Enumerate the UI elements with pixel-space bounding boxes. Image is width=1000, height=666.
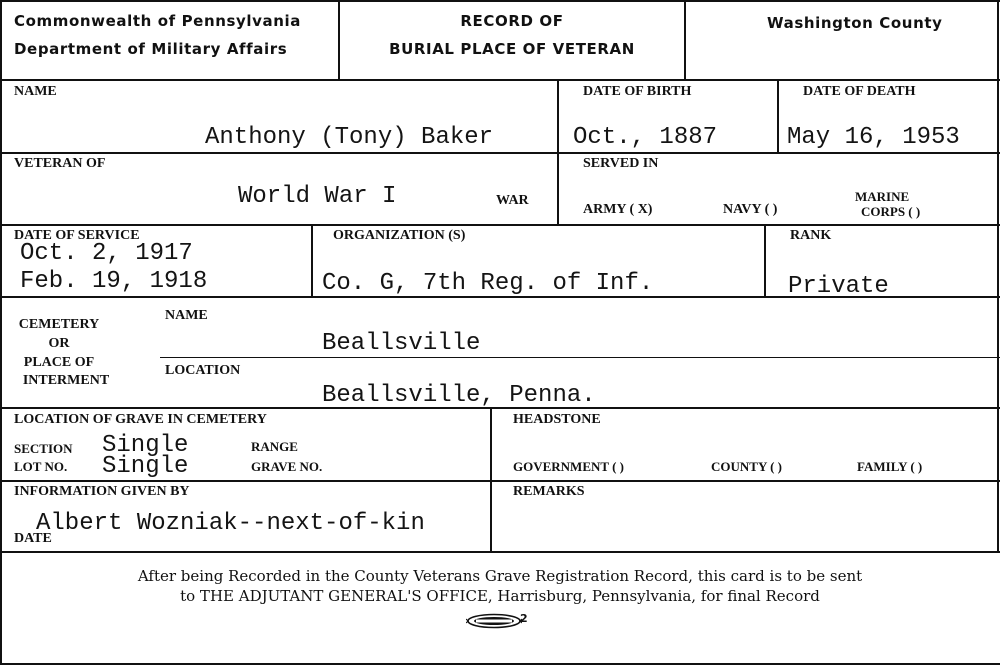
service-org-divider [311,224,313,297]
divider-grave-row [0,480,1000,482]
veteran-name: Anthony (Tony) Baker [205,124,494,151]
issuer-line-2: Department of Military Affairs [14,40,288,58]
headstone-county: COUNTY ( ) [711,459,783,474]
cemetery-side-label-4: INTERMENT [22,373,110,388]
served-in-label: SERVED IN [583,156,659,171]
cemetery-location-value: Beallsville, Penna. [322,382,596,409]
section-label: SECTION [14,441,73,456]
footer-instruction-line-2: to THE ADJUTANT GENERAL'S OFFICE, Harrisburg, Pennsylvania, for final Record [180,587,820,605]
border-bottom [0,663,1000,665]
name-label: NAME [14,84,57,99]
divider-veteran-row [0,224,1000,226]
cemetery-name-value: Beallsville [322,330,481,357]
union-mark-number: 2 [520,612,528,625]
served-army: ARMY ( X) [583,202,653,217]
lot-number-label: LOT NO. [14,459,68,474]
remarks-label: REMARKS [513,484,585,499]
war-suffix: WAR [496,193,529,208]
grave-location-label: LOCATION OF GRAVE IN CEMETERY [14,412,267,427]
date-of-birth-value: Oct., 1887 [573,124,718,151]
border-right [997,0,999,552]
rank-value: Private [788,273,889,300]
divider-header [0,79,1000,81]
veteran-of-label: VETERAN OF [14,156,106,171]
cemetery-name-label: NAME [165,308,208,323]
organization-value: Co. G, 7th Reg. of Inf. [322,270,654,297]
cemetery-side-label-2: OR [48,336,70,351]
grave-headstone-divider [490,407,492,552]
headstone-label: HEADSTONE [513,412,601,427]
lot-number-value: Single [102,453,189,480]
cemetery-side-label-1: CEMETERY [18,317,100,332]
cemetery-location-label: LOCATION [165,363,241,378]
information-given-by-value: Albert Wozniak--next-of-kin [36,510,425,537]
served-marine-top: MARINE [855,189,910,204]
header-divider-2 [684,0,686,80]
date-of-death-value: May 16, 1953 [787,124,960,151]
divider-info-row [0,551,1000,553]
divider-name-row [0,152,1000,154]
date-of-service-label: DATE OF SERVICE [14,228,140,243]
union-label-mark [466,612,546,630]
service-start-date: Oct. 2, 1917 [20,240,193,267]
name-birth-divider [557,79,559,225]
headstone-family: FAMILY ( ) [857,459,923,474]
service-end-date: Feb. 19, 1918 [20,268,208,295]
served-navy: NAVY ( ) [723,202,778,217]
info-date-label: DATE [14,531,52,546]
union-bug-icon [466,612,522,630]
county-name: Washington County [767,14,943,32]
card-title-line-2: BURIAL PLACE OF VETERAN [389,40,635,58]
divider-cemetery-name [160,357,1000,358]
range-label: RANGE [251,439,298,454]
birth-death-divider [777,79,779,153]
org-rank-divider [764,224,766,297]
date-of-death-label: DATE OF DEATH [803,84,916,99]
border-top [0,0,1000,2]
section-value: Single [102,432,189,459]
served-marine-bottom: CORPS ( ) [861,204,921,219]
organization-label: ORGANIZATION (S) [333,228,466,243]
veteran-of-value: World War I [238,183,397,210]
headstone-government: GOVERNMENT ( ) [513,459,624,474]
issuer-line-1: Commonwealth of Pennsylvania [14,12,301,30]
grave-number-label: GRAVE NO. [251,459,323,474]
footer-instruction-line-1: After being Recorded in the County Veterans Grave Registration Record, this card is to be sent [137,567,863,585]
card-title-line-1: RECORD OF [460,12,564,30]
rank-label: RANK [790,228,832,243]
date-of-birth-label: DATE OF BIRTH [583,84,692,99]
information-given-by-label: INFORMATION GIVEN BY [14,484,190,499]
cemetery-side-label-3: PLACE OF [23,355,95,370]
